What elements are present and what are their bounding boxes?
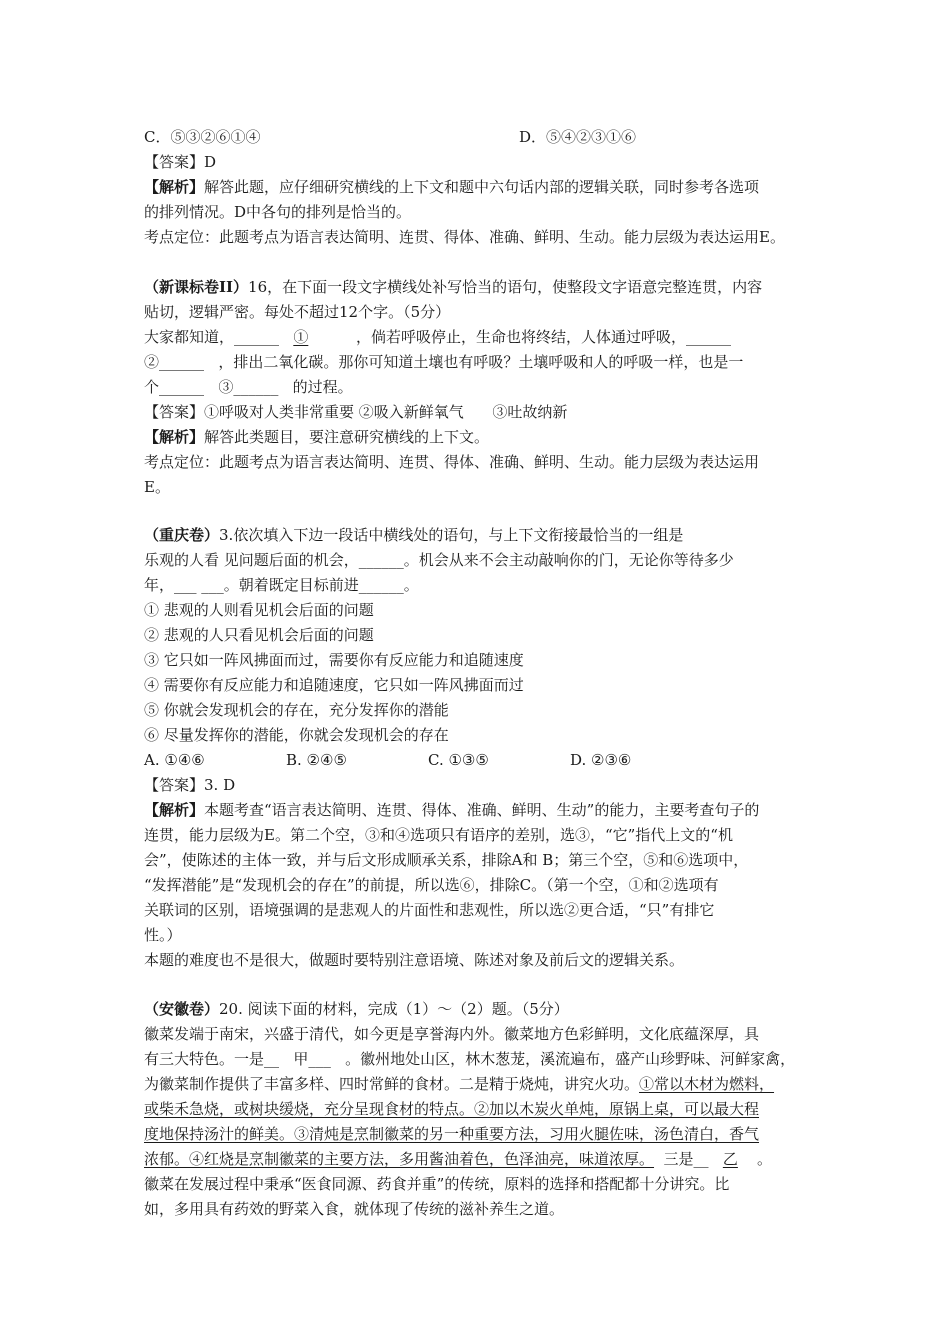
q3-note: 本题的难度也不是很大，做题时要特别注意语境、陈述对象及前后文的逻辑关系。 bbox=[144, 951, 685, 969]
q2-source: （新课标卷II） bbox=[144, 278, 249, 296]
q2-p1-a: 大家都知道，______ bbox=[144, 328, 294, 346]
q2-passage-line-2 bbox=[144, 350, 743, 375]
q4-l3-a: 为徽菜制作提供了丰富多样、四时常鲜的食材。二是精于烧炖，讲究火功。 bbox=[144, 1075, 640, 1093]
analysis-label: 【解析】 bbox=[144, 801, 205, 819]
q1-kaodian: 考点定位：此题考点为语言表达简明、连贯、得体、准确、鲜明、生动。能力层级为表达运用E。 bbox=[144, 228, 785, 246]
q3-item-2: ② 悲观的人只看见机会后面的问题 bbox=[144, 626, 374, 644]
q4-stem-text: 20. 阅读下面的材料，完成（1）～（2）题。（5分） bbox=[219, 1000, 569, 1018]
q4-l3-underlined: ①常以木材为燃料， bbox=[639, 1075, 775, 1093]
analysis-label: 【解析】 bbox=[144, 428, 205, 446]
q2-stem-text: 16，在下面一段文字横线处补写恰当的语句，使整段文字语意完整连贯，内容 bbox=[248, 278, 763, 296]
q3-analysis-line-3: 会”，使陈述的主体一致，并与后文形成顺承关系，排除A和 B；第三个空，⑤和⑥选项中， bbox=[144, 851, 749, 869]
q3-analysis-line-5: 关联词的区别，语境强调的是悲观人的片面性和悲观性，所以选②更合适，“只”有排它 bbox=[144, 901, 715, 919]
q4-l6-b: 三是__ bbox=[654, 1150, 723, 1168]
option-c: C．⑤③②⑥①④ bbox=[144, 128, 261, 146]
q4-l6-underlined: 浓郁。④红烧是烹制徽菜的主要方法，多用酱油着色，色泽油亮，味道浓厚。 bbox=[144, 1150, 655, 1168]
q2-kaodian-line-2: E。 bbox=[144, 478, 170, 496]
q1-analysis-line bbox=[144, 175, 759, 200]
q3-item-3: ③ 它只如一阵风拂面而过，需要你有反应能力和追随速度 bbox=[144, 651, 524, 669]
q2-p3-a: 个______ bbox=[144, 378, 219, 396]
q2-passage-line-1 bbox=[144, 325, 731, 350]
q3-answer: 【答案】3. D bbox=[144, 776, 236, 794]
q4-stem bbox=[144, 997, 569, 1022]
q2-p2-b: ，排出二氧化碳。那你可知道土壤也有呼吸？土壤呼吸和人的呼吸一样，也是一 bbox=[204, 353, 744, 371]
q3-passage-line-1: 乐观的人看 见问题后面的机会，______。机会从来不会主动敲响你的门，无论你等待多少 bbox=[144, 551, 734, 569]
q3-choice-c: C. ①③⑤ bbox=[428, 751, 489, 769]
analysis-text: 解答此类题目，要注意研究横线的上下文。 bbox=[204, 428, 490, 446]
q4-line-1: 徽菜发端于南宋，兴盛于清代，如今更是享誉海内外。徽菜地方色彩鲜明，文化底蕴深厚，具 bbox=[144, 1025, 760, 1043]
q4-source: （安徽卷） bbox=[144, 1000, 220, 1018]
q3-item-5: ⑤ 你就会发现机会的存在，充分发挥你的潜能 bbox=[144, 701, 449, 719]
q4-line-2 bbox=[144, 1047, 795, 1072]
q1-answer: 【答案】D bbox=[144, 153, 217, 171]
q2-blank-2: ②______ bbox=[144, 353, 205, 371]
q4-line-7: 徽菜在发展过程中秉承“医食同源、药食并重”的传统，原料的选择和搭配都十分讲究。比 bbox=[144, 1175, 730, 1193]
analysis-text: 解答此题，应仔细研究横线的上下文和题中六句话内部的逻辑关联，同时参考各选项 bbox=[204, 178, 760, 196]
q4-line-3 bbox=[144, 1072, 774, 1097]
q3-choice-d: D. ②③⑥ bbox=[570, 751, 632, 769]
q2-blank-1: ① bbox=[293, 328, 309, 346]
q4-line-6 bbox=[144, 1147, 772, 1172]
q4-blank-jia: 甲___ bbox=[293, 1050, 331, 1068]
q3-analysis-line-6: 性。） bbox=[144, 926, 182, 944]
q3-analysis bbox=[144, 798, 759, 823]
q3-analysis-line-2: 连贯，能力层级为E。第二个空，③和④选项只有语序的差别，选③，“它”指代上文的“机 bbox=[144, 826, 733, 844]
q3-choice-a: A. ①④⑥ bbox=[144, 751, 205, 769]
q2-kaodian: 考点定位：此题考点为语言表达简明、连贯、得体、准确、鲜明、生动。能力层级为表达运用 bbox=[144, 453, 760, 471]
q3-choice-b: B. ②④⑤ bbox=[286, 751, 347, 769]
q2-passage-line-3 bbox=[144, 375, 353, 400]
q3-item-1: ① 悲观的人则看见机会后面的问题 bbox=[144, 601, 374, 619]
q4-line-5: 度地保持汤汁的鲜美。③清炖是烹制徽菜的另一种重要方法，习用火腿佐味，汤色清白，香气 bbox=[144, 1125, 760, 1143]
q3-stem bbox=[144, 523, 683, 548]
q3-analysis-line-4: “发挥潜能”是“发现机会的存在”的前提，所以选⑥，排除C。（第一个空，①和②选项有 bbox=[144, 876, 719, 894]
q3-item-4: ④ 需要你有反应能力和追随速度，它只如一阵风拂面而过 bbox=[144, 676, 524, 694]
q4-l6-d: 。 bbox=[737, 1150, 772, 1168]
q2-p3-c: 的过程。 bbox=[278, 378, 353, 396]
q2-analysis bbox=[144, 425, 489, 450]
q1-analysis-line-2: 的排列情况。D中各句的排列是恰当的。 bbox=[144, 203, 412, 221]
q4-line-4: 或柴禾急烧，或树块缓烧，充分呈现食材的特点。②加以木炭火单炖，原锅上桌，可以最大程 bbox=[144, 1100, 760, 1118]
q2-blank-3: ③______ bbox=[218, 378, 279, 396]
q2-stem bbox=[144, 275, 762, 300]
q2-answer: 【答案】①呼吸对人类非常重要 ②吸入新鲜氧气 ③吐故纳新 bbox=[144, 403, 568, 421]
q4-l2-c: 。徽州地处山区，林木葱茏，溪流遍布，盛产山珍野味、河鲜家禽， bbox=[330, 1050, 796, 1068]
q3-passage-line-2: 年，___ ___。朝着既定目标前进______。 bbox=[144, 576, 419, 594]
analysis-label: 【解析】 bbox=[144, 178, 205, 196]
q4-blank-yi: 乙 bbox=[722, 1150, 738, 1168]
q3-item-6: ⑥ 尽量发挥你的潜能，你就会发现机会的存在 bbox=[144, 726, 449, 744]
q2-p1-c: ，倘若呼吸停止，生命也将终结，人体通过呼吸，______ bbox=[308, 328, 732, 346]
q4-l2-a: 有三大特色。一是__ bbox=[144, 1050, 294, 1068]
q4-line-8: 如，多用具有药效的野菜入食，就体现了传统的滋补养生之道。 bbox=[144, 1200, 565, 1218]
option-d: D．⑤④②③①⑥ bbox=[519, 128, 637, 146]
analysis-text: 本题考查“语言表达简明、连贯、得体、准确、鲜明、生动”的能力，主要考查句子的 bbox=[204, 801, 760, 819]
q3-source: （重庆卷） bbox=[144, 526, 220, 544]
q3-stem-text: 3.依次填入下边一段话中横线处的语句，与上下文衔接最恰当的一组是 bbox=[219, 526, 684, 544]
q2-stem-line-2: 贴切，逻辑严密。每处不超过12个字。（5分） bbox=[144, 303, 451, 321]
